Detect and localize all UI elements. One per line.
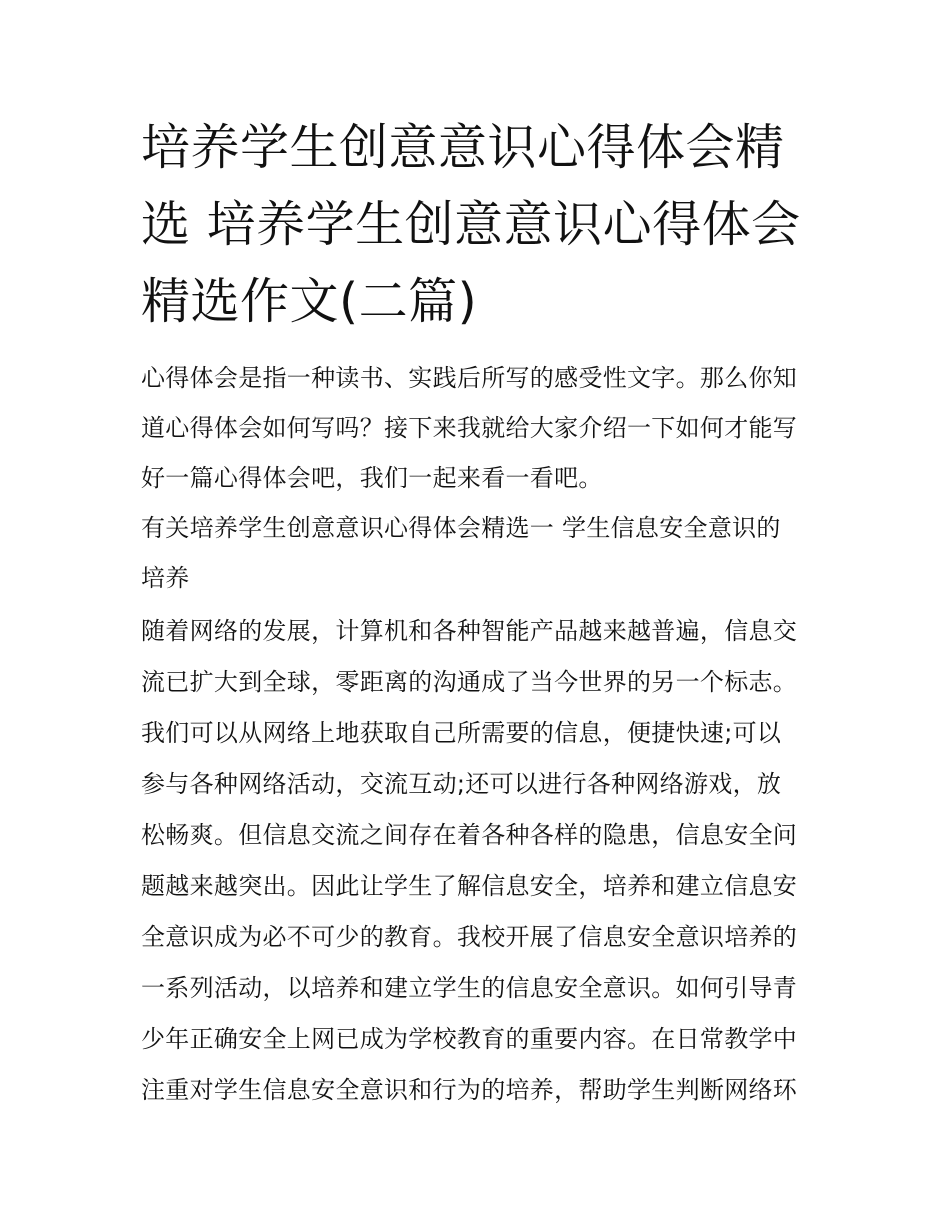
document-page <box>141 0 821 1229</box>
intro-paragraph-line-3: 好一篇心得体会吧，我们一起来看一看吧。 <box>141 464 603 492</box>
body-paragraph-line-3: 我们可以从网络上地获取自己所需要的信息，便捷快速;可以 <box>141 719 782 747</box>
body-paragraph-line-9: 少年正确安全上网已成为学校教育的重要内容。在日常教学中 <box>141 1025 798 1053</box>
document-title-line-3: 精选作文(二篇) <box>141 273 478 330</box>
document-title-line-1: 培养学生创意意识心得体会精 <box>141 119 785 176</box>
document-title-line-2: 选 培养学生创意意识心得体会 <box>141 196 801 253</box>
intro-paragraph-line-2: 道心得体会如何写吗？接下来我就给大家介绍一下如何才能写 <box>141 414 798 442</box>
body-paragraph-line-5: 松畅爽。但信息交流之间存在着各种各样的隐患，信息安全问 <box>141 821 798 849</box>
section-heading-line-1: 有关培养学生创意意识心得体会精选一 学生信息安全意识的 <box>141 514 781 542</box>
body-paragraph-line-2: 流已扩大到全球，零距离的沟通成了当今世界的另一个标志。 <box>141 668 798 696</box>
body-paragraph-line-7: 全意识成为必不可少的教育。我校开展了信息安全意识培养的 <box>141 923 798 951</box>
intro-paragraph-line-1: 心得体会是指一种读书、实践后所写的感受性文字。那么你知 <box>141 364 798 392</box>
body-paragraph-line-8: 一系列活动，以培养和建立学生的信息安全意识。如何引导青 <box>141 974 798 1002</box>
section-heading-line-2: 培养 <box>141 564 190 592</box>
body-paragraph-line-6: 题越来越突出。因此让学生了解信息安全，培养和建立信息安 <box>141 872 798 900</box>
body-paragraph-line-4: 参与各种网络活动，交流互动;还可以进行各种网络游戏，放 <box>141 770 782 798</box>
body-paragraph-line-10: 注重对学生信息安全意识和行为的培养，帮助学生判断网络环 <box>141 1076 798 1104</box>
body-paragraph-line-1: 随着网络的发展，计算机和各种智能产品越来越普遍，信息交 <box>141 617 798 645</box>
